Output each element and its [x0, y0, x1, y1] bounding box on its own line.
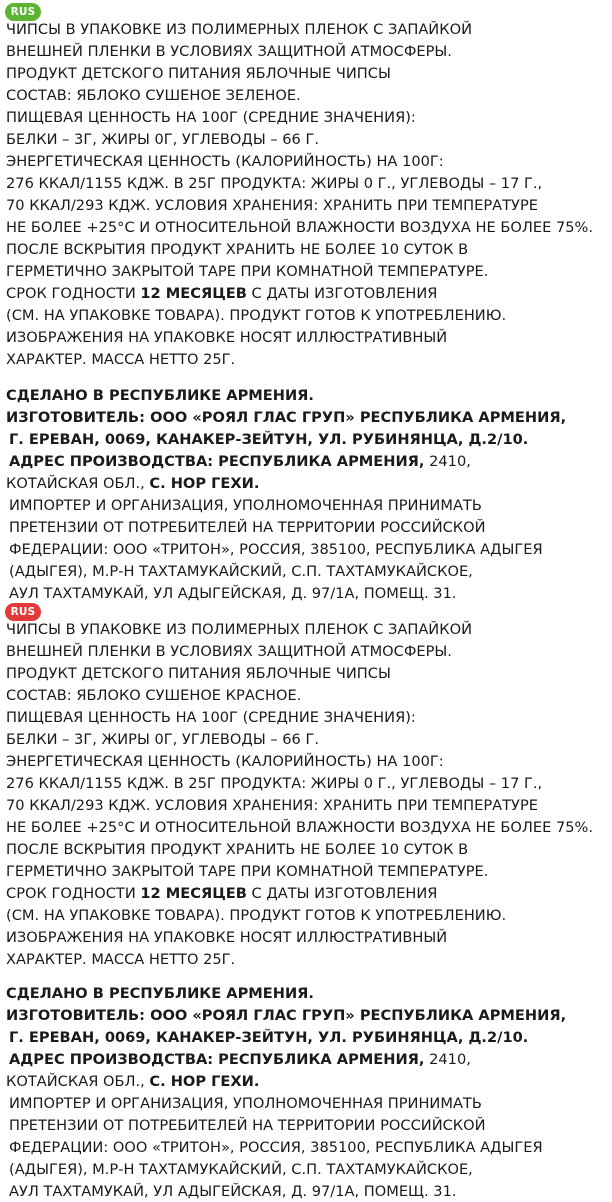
manufacturer-address-line — [9, 1028, 528, 1048]
text-line: ФЕДЕРАЦИИ: ООО «ТРИТОН», РОССИЯ, 385100, РЕСПУБЛИКА АДЫГЕЯ — [9, 541, 543, 558]
region-line — [6, 1072, 259, 1092]
text-line: ВНЕШНЕЙ ПЛЕНКИ В УСЛОВИЯХ ЗАЩИТНОЙ АТМОСФЕРЫ. — [6, 643, 452, 660]
text-line: СОСТАВ: ЯБЛОКО СУШЕНОЕ КРАСНОЕ. — [6, 687, 302, 704]
text-line: ЧИПСЫ В УПАКОВКЕ ИЗ ПОЛИМЕРНЫХ ПЛЕНОК С ЗАПАЙКОЙ — [6, 621, 472, 638]
production-address: АДРЕС ПРОИЗВОДСТВА: РЕСПУБЛИКА АРМЕНИЯ, — [9, 1051, 425, 1068]
shelf-life-line — [6, 884, 437, 904]
text-line: ФЕДЕРАЦИИ: ООО «ТРИТОН», РОССИЯ, 385100, РЕСПУБЛИКА АДЫГЕЯ — [9, 1139, 543, 1156]
village-text: С. НОР ГЕХИ. — [149, 475, 260, 492]
text-line: ПРОДУКТ ДЕТСКОГО ПИТАНИЯ ЯБЛОЧНЫЕ ЧИПСЫ — [6, 665, 391, 682]
manufacturer-address-line — [9, 430, 528, 450]
text-line: ИМПОРТЕР И ОРГАНИЗАЦИЯ, УПОЛНОМОЧЕННАЯ ПРИНИМАТЬ — [9, 1095, 482, 1112]
production-postcode: 2410, — [424, 1051, 471, 1068]
language-badge: RUS — [5, 603, 41, 621]
text-line: БЕЛКИ – 3Г, ЖИРЫ 0Г, УГЛЕВОДЫ – 66 Г. — [6, 731, 320, 748]
text-line: ИЗОБРАЖЕНИЯ НА УПАКОВКЕ НОСЯТ ИЛЛЮСТРАТИВНЫЙ — [6, 329, 448, 346]
shelf-life-prefix: СРОК ГОДНОСТИ — [6, 285, 141, 302]
production-address-line — [9, 452, 471, 472]
text-line: (АДЫГЕЯ), М.Р-Н ТАХТАМУКАЙСКИЙ, С.П. ТАХТАМУКАЙСКОЕ, — [9, 1161, 473, 1178]
text-line: ЧИПСЫ В УПАКОВКЕ ИЗ ПОЛИМЕРНЫХ ПЛЕНОК С ЗАПАЙКОЙ — [6, 21, 472, 38]
manufacturer-line — [6, 408, 566, 428]
text-line: 276 ККАЛ/1155 КДЖ. В 25Г ПРОДУКТА: ЖИРЫ 0 Г., УГЛЕВОДЫ – 17 Г., — [6, 775, 543, 792]
region-line — [6, 474, 259, 494]
village-text: С. НОР ГЕХИ. — [149, 1073, 260, 1090]
manufacturer-name: ИЗГОТОВИТЕЛЬ: ООО «РОЯЛ ГЛАС ГРУП» РЕСПУБЛИКА АРМЕНИЯ, — [6, 409, 567, 426]
manufacturer-line — [6, 1006, 566, 1026]
text-line: (АДЫГЕЯ), М.Р-Н ТАХТАМУКАЙСКИЙ, С.П. ТАХТАМУКАЙСКОЕ, — [9, 563, 473, 580]
text-line: 70 ККАЛ/293 КДЖ. УСЛОВИЯ ХРАНЕНИЯ: ХРАНИТЬ ПРИ ТЕМПЕРАТУРЕ — [6, 797, 538, 814]
production-postcode: 2410, — [424, 453, 471, 470]
text-line: АУЛ ТАХТАМУКАЙ, УЛ АДЫГЕЙСКАЯ, Д. 97/1А, ПОМЕЩ. 31. — [9, 585, 457, 602]
language-badge: RUS — [5, 3, 41, 21]
text-line: ГЕРМЕТИЧНО ЗАКРЫТОЙ ТАРЕ ПРИ КОМНАТНОЙ ТЕМПЕРАТУРЕ. — [6, 863, 489, 880]
text-line: ПРЕТЕНЗИИ ОТ ПОТРЕБИТЕЛЕЙ НА ТЕРРИТОРИИ РОССИЙСКОЙ — [9, 1117, 486, 1134]
text-line: ПРОДУКТ ДЕТСКОГО ПИТАНИЯ ЯБЛОЧНЫЕ ЧИПСЫ — [6, 65, 391, 82]
text-line: ВНЕШНЕЙ ПЛЕНКИ В УСЛОВИЯХ ЗАЩИТНОЙ АТМОСФЕРЫ. — [6, 43, 452, 60]
production-address: АДРЕС ПРОИЗВОДСТВА: РЕСПУБЛИКА АРМЕНИЯ, — [9, 453, 425, 470]
text-line: ИЗОБРАЖЕНИЯ НА УПАКОВКЕ НОСЯТ ИЛЛЮСТРАТИВНЫЙ — [6, 929, 448, 946]
made-in-text: СДЕЛАНО В РЕСПУБЛИКЕ АРМЕНИЯ. — [6, 387, 314, 404]
text-line: ИМПОРТЕР И ОРГАНИЗАЦИЯ, УПОЛНОМОЧЕННАЯ ПРИНИМАТЬ — [9, 497, 482, 514]
text-line: ПРЕТЕНЗИИ ОТ ПОТРЕБИТЕЛЕЙ НА ТЕРРИТОРИИ РОССИЙСКОЙ — [9, 519, 486, 536]
text-line: ПОСЛЕ ВСКРЫТИЯ ПРОДУКТ ХРАНИТЬ НЕ БОЛЕЕ 10 СУТОК В — [6, 241, 469, 258]
shelf-life-months: 12 МЕСЯЦЕВ — [140, 285, 247, 302]
shelf-life-suffix: С ДАТЫ ИЗГОТОВЛЕНИЯ — [246, 885, 438, 902]
text-line: ЭНЕРГЕТИЧЕСКАЯ ЦЕННОСТЬ (КАЛОРИЙНОСТЬ) НА 100Г: — [6, 753, 444, 770]
text-line: НЕ БОЛЕЕ +25°С И ОТНОСИТЕЛЬНОЙ ВЛАЖНОСТИ ВОЗДУХА НЕ БОЛЕЕ 75%. — [6, 819, 594, 836]
made-in-text: СДЕЛАНО В РЕСПУБЛИКЕ АРМЕНИЯ. — [6, 985, 314, 1002]
shelf-life-line — [6, 284, 437, 304]
shelf-life-prefix: СРОК ГОДНОСТИ — [6, 885, 141, 902]
made-in-line — [6, 386, 314, 406]
manufacturer-name: ИЗГОТОВИТЕЛЬ: ООО «РОЯЛ ГЛАС ГРУП» РЕСПУБЛИКА АРМЕНИЯ, — [6, 1007, 567, 1024]
region-text: КОТАЙСКАЯ ОБЛ., — [6, 475, 150, 492]
manufacturer-address: Г. ЕРЕВАН, 0069, КАНАКЕР-ЗЕЙТУН, УЛ. РУБИНЯНЦА, Д.2/10. — [9, 1029, 529, 1046]
text-line: НЕ БОЛЕЕ +25°С И ОТНОСИТЕЛЬНОЙ ВЛАЖНОСТИ ВОЗДУХА НЕ БОЛЕЕ 75%. — [6, 219, 594, 236]
manufacturer-address: Г. ЕРЕВАН, 0069, КАНАКЕР-ЗЕЙТУН, УЛ. РУБИНЯНЦА, Д.2/10. — [9, 431, 529, 448]
shelf-life-months: 12 МЕСЯЦЕВ — [140, 885, 247, 902]
text-line: ЭНЕРГЕТИЧЕСКАЯ ЦЕННОСТЬ (КАЛОРИЙНОСТЬ) НА 100Г: — [6, 153, 444, 170]
text-line: ХАРАКТЕР. МАССА НЕТТО 25Г. — [6, 351, 236, 368]
text-line: ПИЩЕВАЯ ЦЕННОСТЬ НА 100Г (СРЕДНИЕ ЗНАЧЕНИЯ): — [6, 109, 416, 126]
shelf-life-suffix: С ДАТЫ ИЗГОТОВЛЕНИЯ — [246, 285, 438, 302]
text-line: ПИЩЕВАЯ ЦЕННОСТЬ НА 100Г (СРЕДНИЕ ЗНАЧЕНИЯ): — [6, 709, 416, 726]
production-address-line — [9, 1050, 471, 1070]
region-text: КОТАЙСКАЯ ОБЛ., — [6, 1073, 150, 1090]
text-line: (СМ. НА УПАКОВКЕ ТОВАРА). ПРОДУКТ ГОТОВ К УПОТРЕБЛЕНИЮ. — [6, 307, 507, 324]
text-line: ГЕРМЕТИЧНО ЗАКРЫТОЙ ТАРЕ ПРИ КОМНАТНОЙ ТЕМПЕРАТУРЕ. — [6, 263, 489, 280]
text-line: БЕЛКИ – 3Г, ЖИРЫ 0Г, УГЛЕВОДЫ – 66 Г. — [6, 131, 320, 148]
text-line: (СМ. НА УПАКОВКЕ ТОВАРА). ПРОДУКТ ГОТОВ К УПОТРЕБЛЕНИЮ. — [6, 907, 507, 924]
text-line: ХАРАКТЕР. МАССА НЕТТО 25Г. — [6, 951, 236, 968]
text-line: 276 ККАЛ/1155 КДЖ. В 25Г ПРОДУКТА: ЖИРЫ 0 Г., УГЛЕВОДЫ – 17 Г., — [6, 175, 543, 192]
text-line: АУЛ ТАХТАМУКАЙ, УЛ АДЫГЕЙСКАЯ, Д. 97/1А, ПОМЕЩ. 31. — [9, 1183, 457, 1200]
text-line: 70 ККАЛ/293 КДЖ. УСЛОВИЯ ХРАНЕНИЯ: ХРАНИТЬ ПРИ ТЕМПЕРАТУРЕ — [6, 197, 538, 214]
made-in-line — [6, 984, 314, 1004]
text-line: СОСТАВ: ЯБЛОКО СУШЕНОЕ ЗЕЛЕНОЕ. — [6, 87, 301, 104]
text-line: ПОСЛЕ ВСКРЫТИЯ ПРОДУКТ ХРАНИТЬ НЕ БОЛЕЕ 10 СУТОК В — [6, 841, 469, 858]
